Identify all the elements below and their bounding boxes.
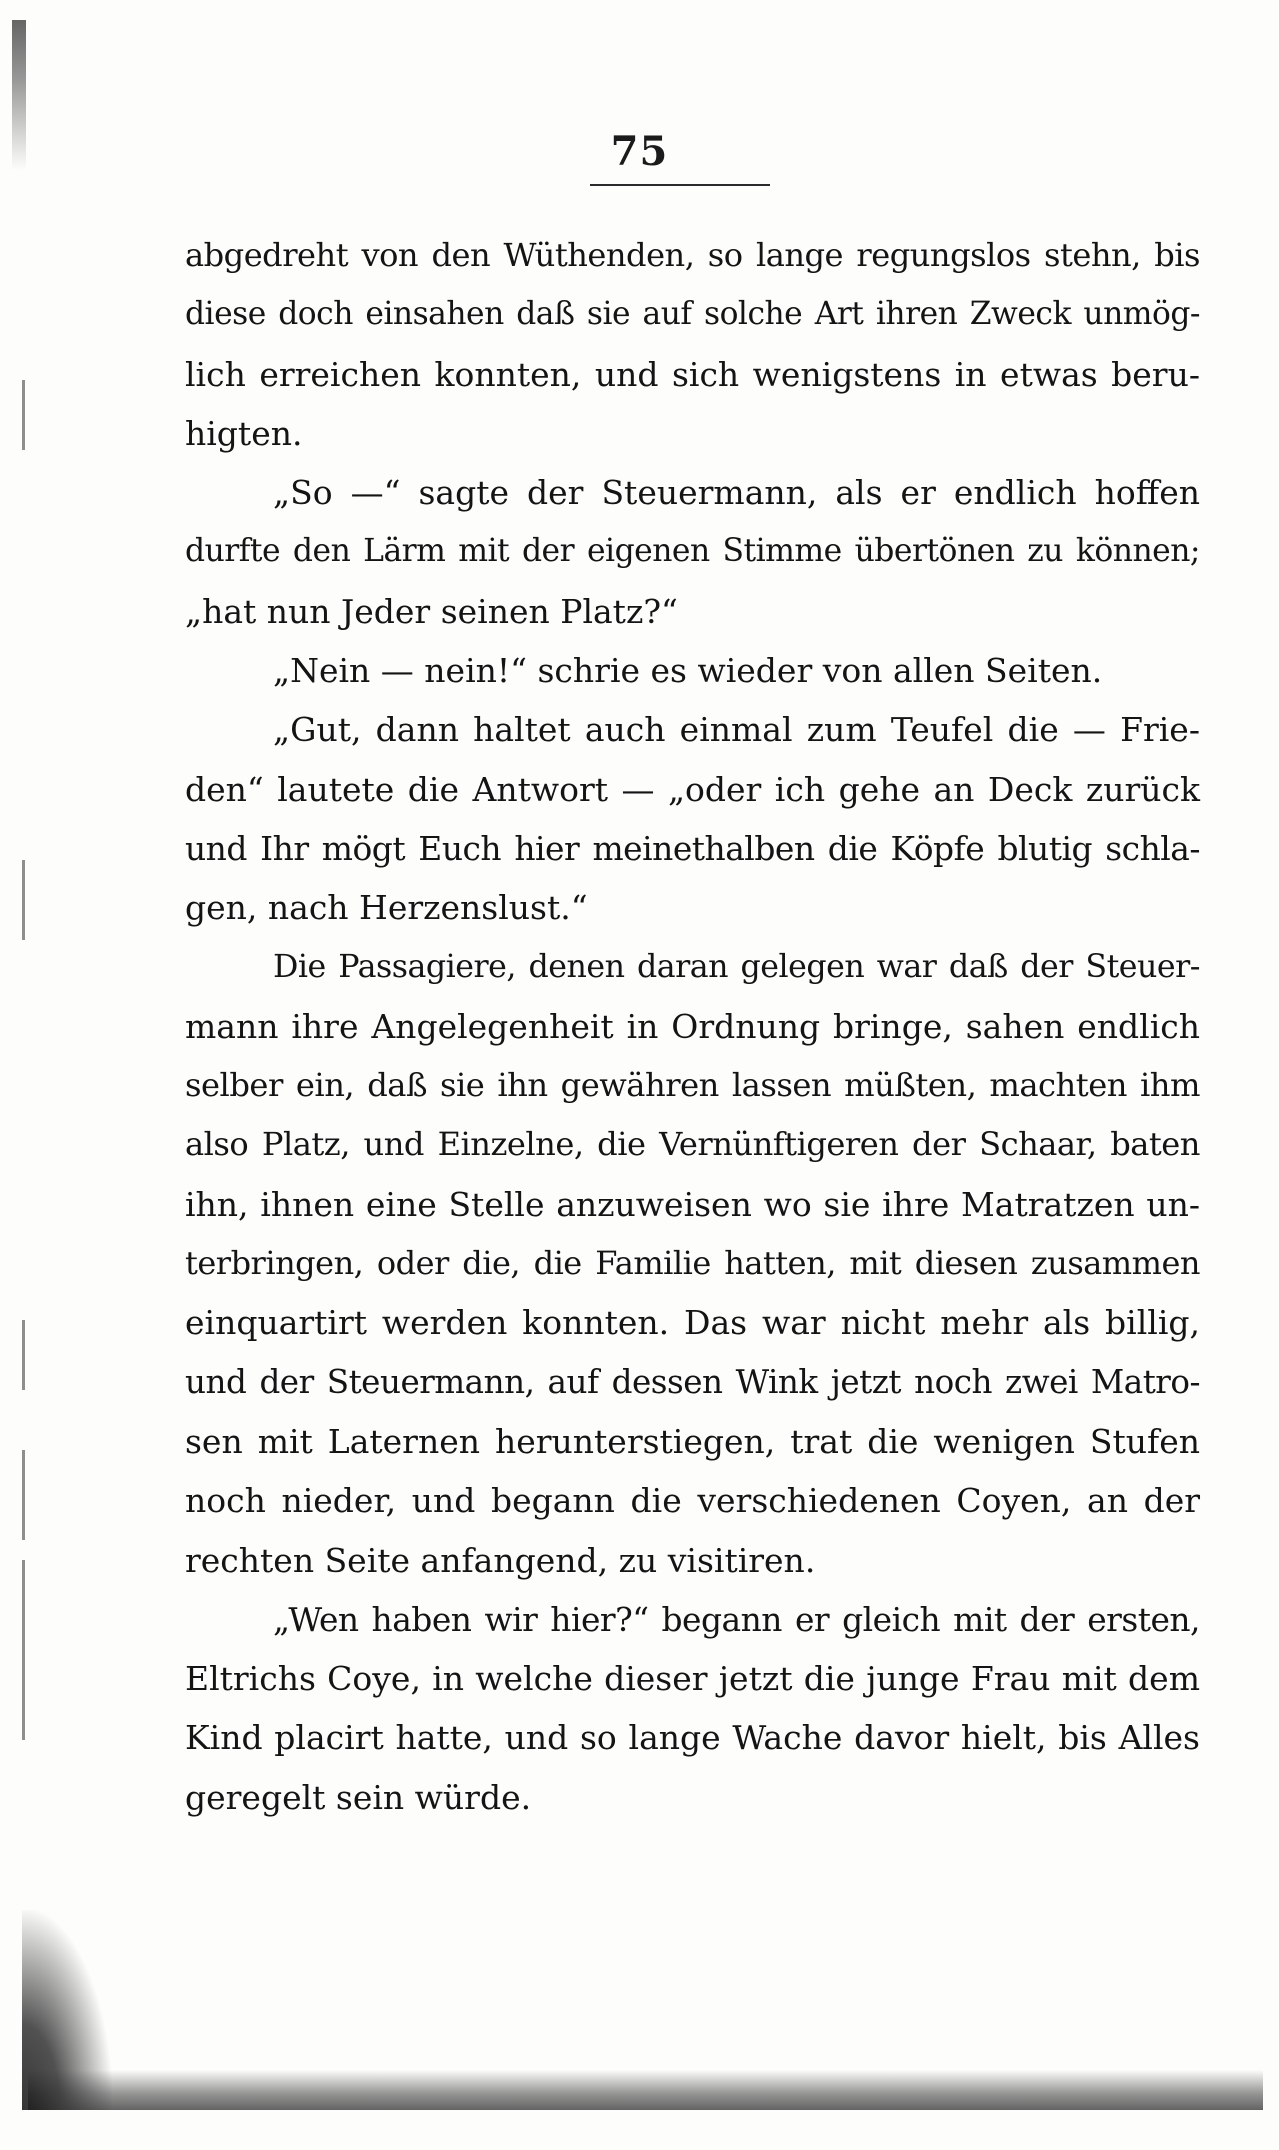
scan-edge-mark	[22, 380, 25, 450]
text-line: abgedreht von den Wüthenden, so lange regungslos stehn, bis	[185, 236, 1200, 274]
text-line: und der Steuermann, auf dessen Wink jetzt noch zwei Matro-	[185, 1362, 1200, 1401]
text-line: gen, nach Herzenslust.“	[185, 888, 588, 928]
text-line: sen mit Laternen herunterstiegen, trat die wenigen Stufen	[185, 1421, 1200, 1461]
text-line: Eltrichs Coye, in welche dieser jetzt die junge Frau mit dem	[185, 1659, 1200, 1699]
page-number: 75	[610, 128, 669, 175]
header-rule	[590, 184, 770, 186]
scan-edge-shadow-bottom	[28, 2070, 1263, 2110]
text-line: mann ihre Angelegenheit in Ordnung bringe, sahen endlich	[185, 1006, 1200, 1046]
scan-edge-mark	[22, 1320, 25, 1390]
text-line: Kind placirt hatte, und so lange Wache davor hielt, bis Alles	[185, 1718, 1200, 1758]
scan-corner-shadow	[22, 1910, 112, 2110]
scan-edge-mark	[22, 860, 25, 940]
text-line: den“ lautete die Antwort — „oder ich gehe an Deck zurück	[185, 769, 1200, 809]
text-line: noch nieder, und begann die verschiedenen Coyen, an der	[185, 1481, 1200, 1521]
scan-edge-mark	[22, 1560, 25, 1740]
text-line: „So —“ sagte der Steuermann, als er endlich hoffen	[273, 473, 1200, 513]
text-line: „Wen haben wir hier?“ begann er gleich mit der ersten,	[273, 1599, 1200, 1639]
text-line: „Nein — nein!“ schrie es wieder von allen Seiten.	[273, 651, 1103, 691]
text-line: ihn, ihnen eine Stelle anzuweisen wo sie ihre Matratzen un-	[185, 1184, 1200, 1224]
text-line: und Ihr mögt Euch hier meinethalben die Köpfe blutig schla-	[185, 828, 1200, 868]
text-line: „hat nun Jeder seinen Platz?“	[185, 591, 678, 631]
text-line: diese doch einsahen daß sie auf solche Art ihren Zweck unmög-	[185, 296, 1200, 333]
text-line: „Gut, dann haltet auch einmal zum Teufel die — Frie-	[273, 710, 1200, 750]
text-line: also Platz, und Einzelne, die Vernünftigeren der Schaar, baten	[185, 1125, 1200, 1164]
text-line: terbringen, oder die, die Familie hatten, mit diesen zusammen	[185, 1244, 1200, 1283]
scan-edge-mark	[22, 1450, 25, 1540]
text-line: higten.	[185, 413, 303, 453]
body-text	[185, 226, 1200, 1827]
text-line: durfte den Lärm mit der eigenen Stimme übertönen zu können;	[185, 533, 1200, 570]
text-line: selber ein, daß sie ihn gewähren lassen müßten, machten ihm	[185, 1066, 1200, 1105]
text-line: rechten Seite anfangend, zu visitiren.	[185, 1540, 816, 1580]
text-line: lich erreichen konnten, und sich wenigstens in etwas beru-	[185, 354, 1200, 394]
text-line: geregelt sein würde.	[185, 1777, 532, 1817]
text-line: einquartirt werden konnten. Das war nicht mehr als billig,	[185, 1303, 1200, 1343]
text-line: Die Passagiere, denen daran gelegen war daß der Steuer-	[273, 948, 1200, 985]
